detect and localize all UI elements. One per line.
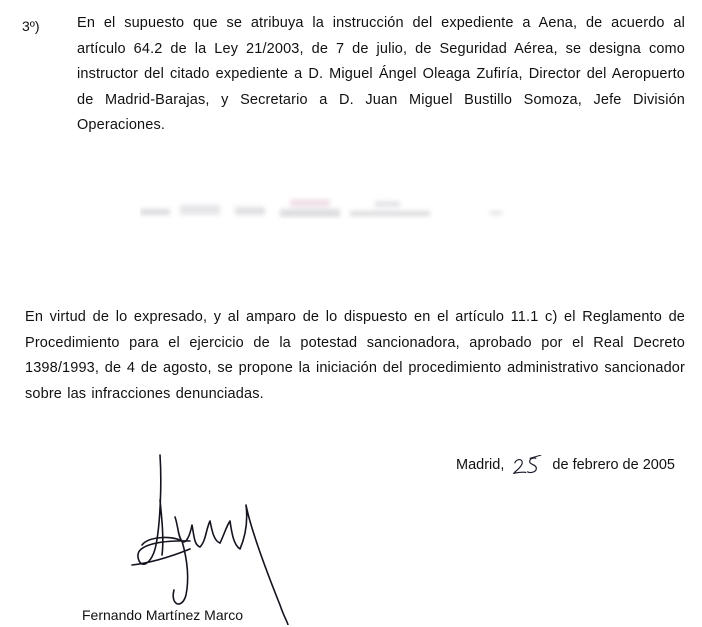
place-and-date [456,455,675,475]
paragraph-instructor-designation: En el supuesto que se atribuya la instrucción del expediente a Aena, de acuerdo al artículo 64.2 de la Ley 21/2003, de 7 de julio, de Seguridad Aérea, se designa como instructor del citado expediente a D. Miguel Ángel Oleaga Zufiría, Director del Aeropuerto de Madrid-Barajas, y Secretario a D. Juan Miguel Bustillo Somoza, Jefe División Operaciones. [77,15,685,133]
handwritten-day [508,455,548,475]
place-prefix: Madrid, [456,457,505,473]
signer-name: Fernando Martínez Marco [82,607,244,623]
date-suffix: de febrero de 2005 [552,457,675,473]
signature [120,445,290,625]
paragraph-proposal: En virtud de lo expresado, y al amparo de lo dispuesto en el artículo 11.1 c) el Reglamento de Procedimiento para el ejercicio de la potestad sancionadora, aprobado por el Real Decreto 1398/1993, de 4 de agosto, se propone la iniciación del procedimiento administrativo sancionador sobre las infracciones denunciadas. [25,309,685,402]
item-number: 3º) [22,18,40,34]
faded-text-smudge [140,195,520,225]
